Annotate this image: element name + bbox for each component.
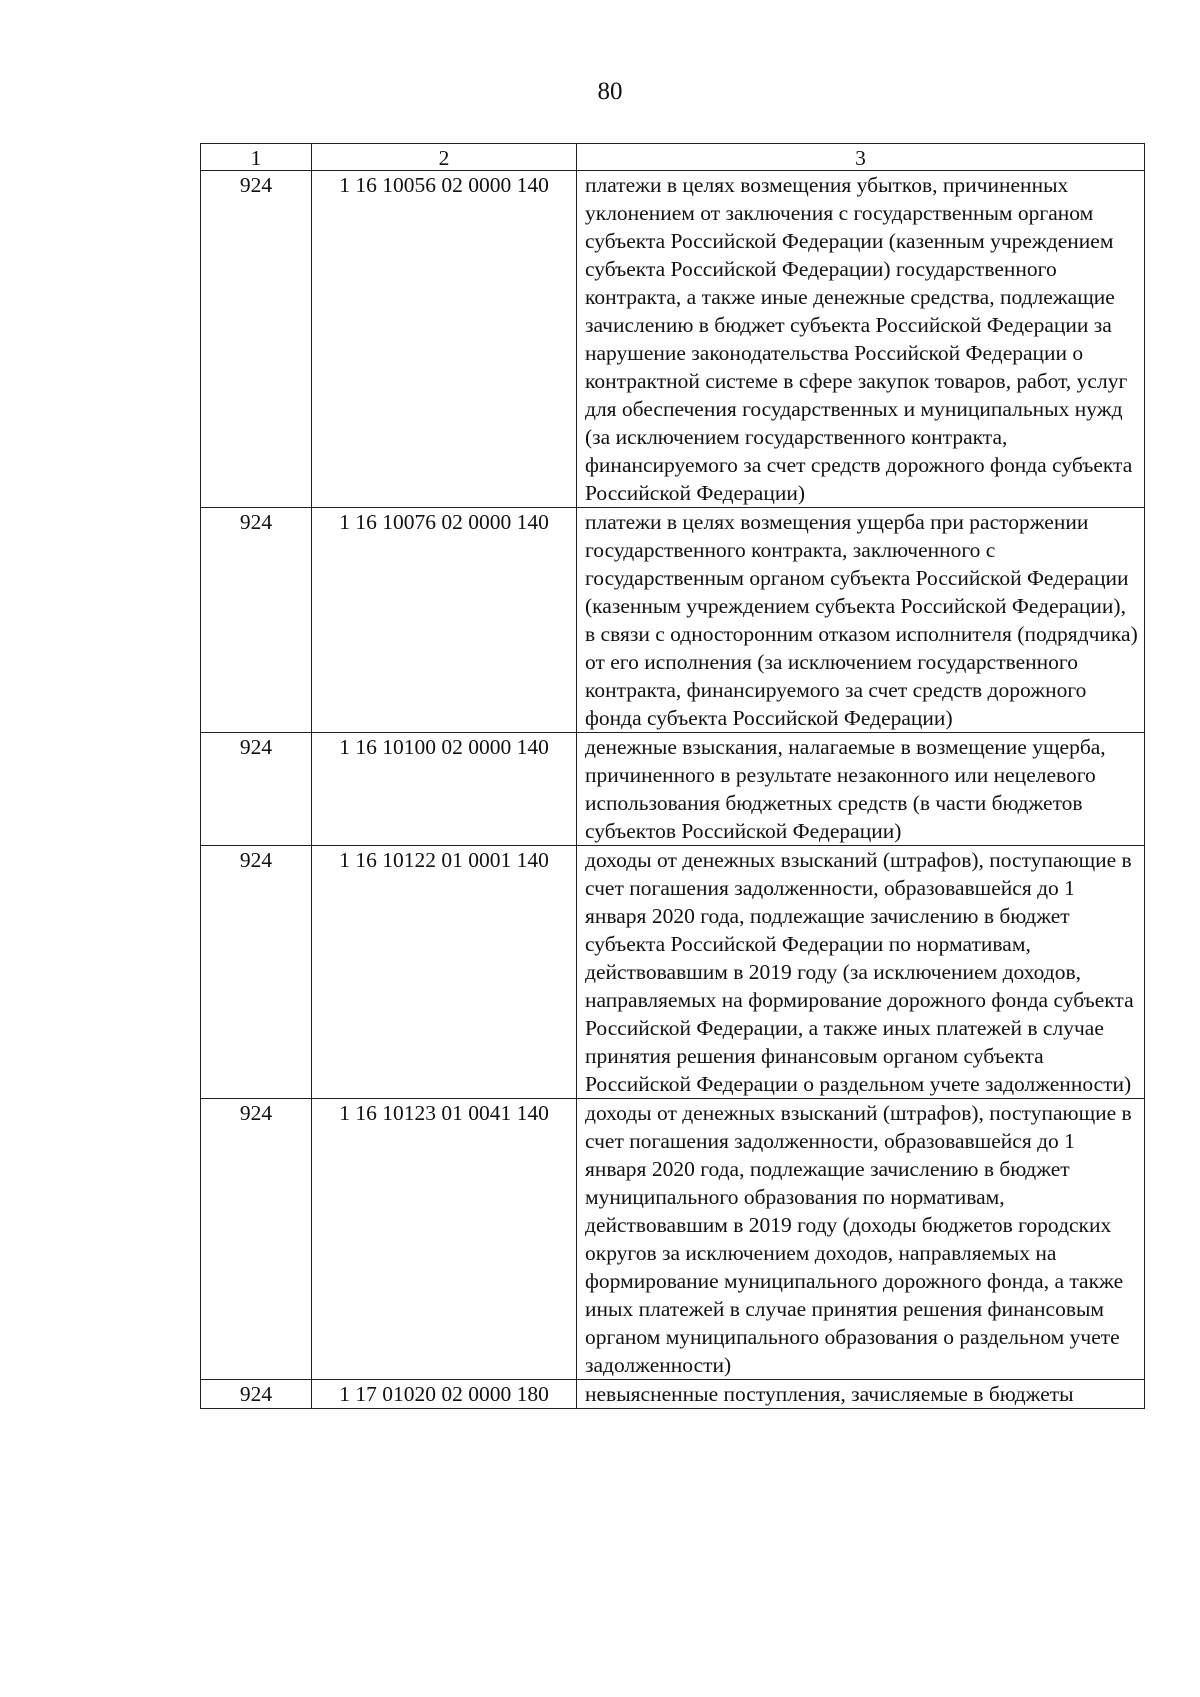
table-row	[201, 1099, 1145, 1380]
table-row	[201, 508, 1145, 733]
table-row	[201, 733, 1145, 846]
table-row	[201, 1380, 1145, 1409]
description-cell: доходы от денежных взысканий (штрафов), поступающие в счет погашения задолженности, образовавшейся до 1 января 2020 года, подлежащие зачислению в бюджет субъекта Российской Федерации по нормативам, действовавшим в 2019 году (за исключением доходов, направляемых на формирование дорожного фонда субъекта Российской Федерации, а также иных платежей в случае принятия решения финансовым органом субъекта Российской Федерации о раздельном учете задолженности)	[577, 846, 1145, 1099]
description-cell: невыясненные поступления, зачисляемые в бюджеты	[577, 1380, 1145, 1409]
kbk-code-cell: 1 17 01020 02 0000 180	[312, 1380, 577, 1409]
admin-code-cell: 924	[201, 171, 312, 508]
page-number: 80	[597, 78, 623, 105]
column-header-3: 3	[577, 144, 1145, 171]
kbk-code-cell: 1 16 10076 02 0000 140	[312, 508, 577, 733]
table-header-row	[201, 144, 1145, 171]
kbk-code-cell: 1 16 10122 01 0001 140	[312, 846, 577, 1099]
admin-code-cell: 924	[201, 1380, 312, 1409]
revenue-codes-table	[200, 143, 1145, 1409]
admin-code-cell: 924	[201, 846, 312, 1099]
kbk-code-cell: 1 16 10123 01 0041 140	[312, 1099, 577, 1380]
admin-code-cell: 924	[201, 508, 312, 733]
description-cell: доходы от денежных взысканий (штрафов), поступающие в счет погашения задолженности, образовавшейся до 1 января 2020 года, подлежащие зачислению в бюджет муниципального образования по нормативам, действовавшим в 2019 году (доходы бюджетов городских округов за исключением доходов, направляемых на формирование муниципального дорожного фонда, а также иных платежей в случае принятия решения финансовым органом муниципального образования о раздельном учете задолженности)	[577, 1099, 1145, 1380]
description-cell: денежные взыскания, налагаемые в возмещение ущерба, причиненного в результате незаконного или нецелевого использования бюджетных средств (в части бюджетов субъектов Российской Федерации)	[577, 733, 1145, 846]
description-cell: платежи в целях возмещения ущерба при расторжении государственного контракта, заключенного с государственным органом субъекта Российской Федерации (казенным учреждением субъекта Российской Федерации), в связи с односторонним отказом исполнителя (подрядчика) от его исполнения (за исключением государственного контракта, финансируемого за счет средств дорожного фонда субъекта Российской Федерации)	[577, 508, 1145, 733]
column-header-2: 2	[312, 144, 577, 171]
admin-code-cell: 924	[201, 1099, 312, 1380]
column-header-1: 1	[201, 144, 312, 171]
table-row	[201, 171, 1145, 508]
admin-code-cell: 924	[201, 733, 312, 846]
kbk-code-cell: 1 16 10056 02 0000 140	[312, 171, 577, 508]
table-row	[201, 846, 1145, 1099]
kbk-code-cell: 1 16 10100 02 0000 140	[312, 733, 577, 846]
description-cell: платежи в целях возмещения убытков, причиненных уклонением от заключения с государственным органом субъекта Российской Федерации (казенным учреждением субъекта Российской Федерации) государственного контракта, а также иные денежные средства, подлежащие зачислению в бюджет субъекта Российской Федерации за нарушение законодательства Российской Федерации о контрактной системе в сфере закупок товаров, работ, услуг для обеспечения государственных и муниципальных нужд (за исключением государственного контракта, финансируемого за счет средств дорожного фонда субъекта Российской Федерации)	[577, 171, 1145, 508]
